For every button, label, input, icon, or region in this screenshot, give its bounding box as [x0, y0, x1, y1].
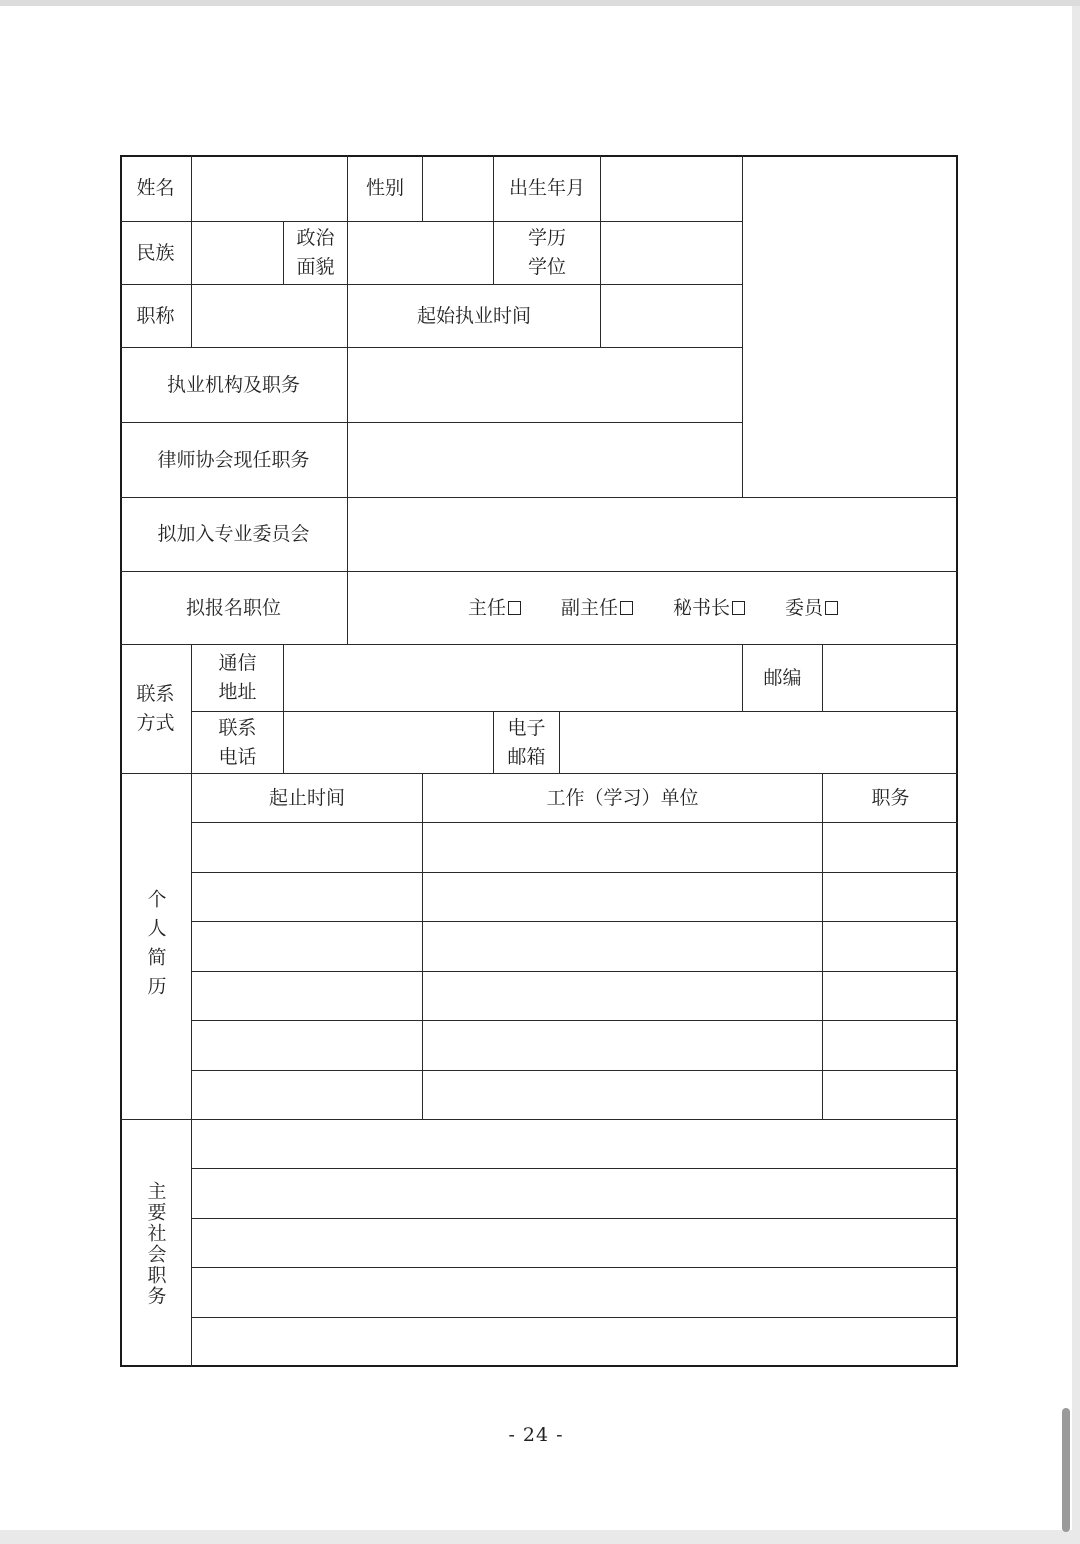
resume-entry-cell[interactable] [192, 823, 423, 873]
title-field[interactable] [192, 285, 348, 348]
director-checkbox[interactable] [508, 601, 521, 615]
resume-entry-cell[interactable] [823, 922, 958, 972]
social-position-row[interactable] [192, 1169, 958, 1218]
resume-entry-cell[interactable] [823, 873, 958, 923]
social-label-cell [120, 1120, 192, 1367]
resume-entry-cell[interactable] [823, 823, 958, 873]
firm-position-label: 执业机构及职务 [120, 348, 348, 423]
secretary-general-checkbox[interactable] [732, 601, 745, 615]
address-label: 通信 地址 [192, 645, 284, 712]
firm-position-field[interactable] [348, 348, 743, 423]
resume-header-period: 起止时间 [192, 774, 423, 823]
phone-field[interactable] [284, 712, 494, 774]
education-label: 学历 学位 [494, 222, 601, 285]
social-position-row[interactable] [192, 1219, 958, 1268]
contact-label: 联系 方式 [120, 645, 192, 774]
name-label: 姓名 [120, 155, 192, 222]
resume-header-position: 职务 [823, 774, 958, 823]
political-status-label: 政治 面貌 [284, 222, 348, 285]
option-secretary-general[interactable]: 秘书长 [673, 594, 745, 623]
birth-label: 出生年月 [494, 155, 601, 222]
education-field[interactable] [601, 222, 743, 285]
photo-cell[interactable] [743, 155, 958, 498]
gender-field[interactable] [423, 155, 494, 222]
email-label: 电子 邮箱 [494, 712, 560, 774]
practice-start-label: 起始执业时间 [348, 285, 601, 348]
social-position-row[interactable] [192, 1268, 958, 1317]
social-label: 主要社会职务 [144, 1180, 167, 1307]
resume-label-cell [120, 774, 192, 1120]
resume-entry-cell[interactable] [423, 873, 823, 923]
resume-entry-cell[interactable] [823, 1071, 958, 1121]
phone-label: 联系 电话 [192, 712, 284, 774]
resume-entry-cell[interactable] [423, 823, 823, 873]
gender-label: 性别 [348, 155, 423, 222]
association-position-field[interactable] [348, 423, 743, 498]
social-position-row[interactable] [192, 1120, 958, 1169]
address-field[interactable] [284, 645, 743, 712]
resume-entry-cell[interactable] [192, 1071, 423, 1121]
application-form-table [120, 155, 958, 1367]
resume-entry-cell[interactable] [423, 1021, 823, 1071]
resume-entry-cell[interactable] [823, 972, 958, 1022]
ethnicity-label: 民族 [120, 222, 192, 285]
resume-label: 个人简历 [144, 888, 167, 1005]
resume-entry-cell[interactable] [423, 1071, 823, 1121]
vertical-scrollbar[interactable] [1062, 1408, 1070, 1532]
committee-field[interactable] [348, 498, 958, 572]
ethnicity-field[interactable] [192, 222, 284, 285]
resume-entry-cell[interactable] [192, 972, 423, 1022]
position-apply-label: 拟报名职位 [120, 572, 348, 645]
practice-start-field[interactable] [601, 285, 743, 348]
deputy-director-checkbox[interactable] [620, 601, 633, 615]
option-deputy-director[interactable]: 副主任 [561, 594, 633, 623]
social-position-row[interactable] [192, 1318, 958, 1367]
resume-entry-cell[interactable] [423, 972, 823, 1022]
resume-entry-cell[interactable] [192, 1021, 423, 1071]
email-field[interactable] [560, 712, 958, 774]
member-checkbox[interactable] [825, 601, 838, 615]
committee-label: 拟加入专业委员会 [120, 498, 348, 572]
page-number: - 24 - [508, 1424, 564, 1446]
postcode-label: 邮编 [743, 645, 823, 712]
resume-entry-cell[interactable] [192, 873, 423, 923]
resume-header-organization: 工作（学习）单位 [423, 774, 823, 823]
name-field[interactable] [192, 155, 348, 222]
option-member[interactable]: 委员 [785, 594, 838, 623]
resume-entry-cell[interactable] [423, 922, 823, 972]
political-status-field[interactable] [348, 222, 494, 285]
postcode-field[interactable] [823, 645, 958, 712]
option-director[interactable]: 主任 [468, 594, 521, 623]
document-page [0, 6, 1072, 1530]
title-label: 职称 [120, 285, 192, 348]
resume-entry-cell[interactable] [823, 1021, 958, 1071]
association-position-label: 律师协会现任职务 [120, 423, 348, 498]
birth-field[interactable] [601, 155, 743, 222]
position-options [348, 572, 958, 645]
resume-entry-cell[interactable] [192, 922, 423, 972]
